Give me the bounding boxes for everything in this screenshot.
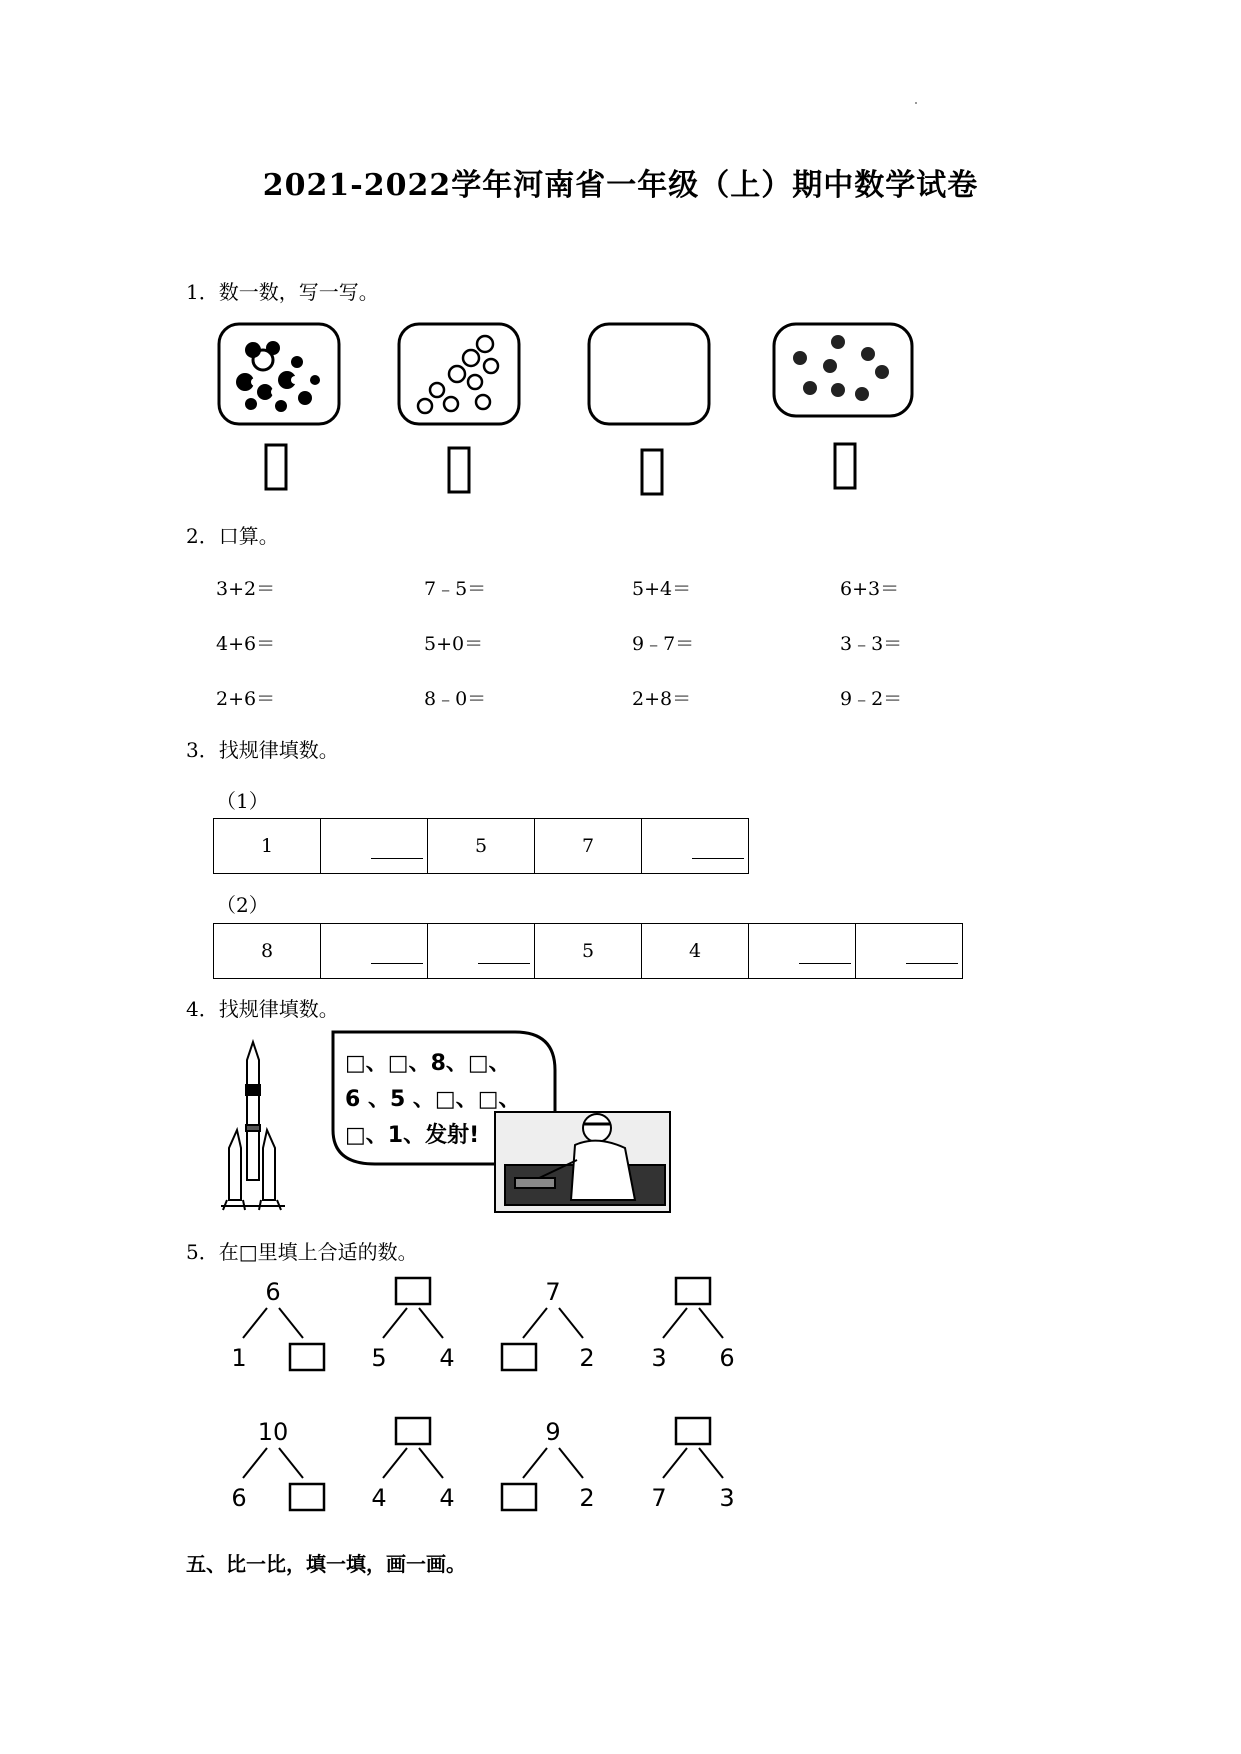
number-tree bbox=[371, 1418, 454, 1512]
tree-top-number: 6 bbox=[265, 1278, 281, 1306]
answer-boxes bbox=[266, 444, 855, 494]
q4-rocket-figure bbox=[215, 1030, 675, 1215]
number-tree bbox=[651, 1418, 734, 1512]
tree-top-number: 7 bbox=[545, 1278, 561, 1306]
tree-left-number: 6 bbox=[231, 1484, 247, 1512]
tree-branch-right bbox=[559, 1448, 583, 1478]
tree-branch-left bbox=[663, 1308, 687, 1338]
fill-blank bbox=[692, 858, 744, 859]
tree-right-number: 4 bbox=[439, 1484, 455, 1512]
exercise: 7﹣5＝ bbox=[424, 578, 487, 600]
tree-branch-left bbox=[383, 1308, 407, 1338]
seq-cell: 5 bbox=[428, 819, 535, 874]
number-tree bbox=[371, 1278, 454, 1372]
exercise: 6+3＝ bbox=[840, 578, 900, 600]
answer-box[interactable] bbox=[676, 1418, 710, 1444]
animal-group-icon bbox=[399, 324, 519, 424]
section-5-heading: 五、比一比，填一填，画一画。 bbox=[186, 1552, 466, 1576]
fill-blank bbox=[371, 963, 423, 964]
tree-right-number: 6 bbox=[719, 1344, 735, 1372]
fill-blank bbox=[478, 963, 530, 964]
tree-right-number: 2 bbox=[579, 1344, 595, 1372]
number-tree bbox=[231, 1418, 324, 1512]
q3-part2-label: （2） bbox=[216, 893, 269, 917]
answer-box[interactable] bbox=[290, 1484, 324, 1510]
tree-branch-right bbox=[559, 1308, 583, 1338]
number-tree bbox=[651, 1278, 734, 1372]
q3-sequence-2 bbox=[213, 923, 963, 979]
ball-group-icon bbox=[774, 324, 912, 416]
rocket-icon bbox=[221, 1042, 285, 1210]
exercise: 8﹣0＝ bbox=[424, 688, 487, 710]
tree-branch-left bbox=[523, 1308, 547, 1338]
tree-branch-left bbox=[523, 1448, 547, 1478]
tree-right-number: 4 bbox=[439, 1344, 455, 1372]
q5-number-trees bbox=[215, 1270, 835, 1530]
seq-cell: 1 bbox=[214, 819, 321, 874]
page-title: 2021-2022学年河南省一年级（上）期中数学试卷 bbox=[262, 168, 979, 203]
q3-sequence-1 bbox=[213, 818, 749, 874]
q3-part1-label: （1） bbox=[216, 789, 269, 813]
exercise: 5+0＝ bbox=[424, 633, 484, 655]
q5-label: 5．在□里填上合适的数。 bbox=[186, 1240, 418, 1264]
tree-branch-left bbox=[663, 1448, 687, 1478]
exercise: 3+2＝ bbox=[216, 578, 276, 600]
seq-blank-cell[interactable] bbox=[428, 924, 535, 979]
exercise: 5+4＝ bbox=[632, 578, 692, 600]
tree-branch-left bbox=[383, 1448, 407, 1478]
q2-label: 2．口算。 bbox=[186, 524, 279, 548]
fill-blank bbox=[371, 858, 423, 859]
seq-blank-cell[interactable] bbox=[642, 819, 749, 874]
exercise: 9﹣2＝ bbox=[840, 688, 903, 710]
fill-blank bbox=[906, 963, 958, 964]
tree-branch-left bbox=[243, 1448, 267, 1478]
seq-blank-cell[interactable] bbox=[321, 924, 428, 979]
exercise: 9﹣7＝ bbox=[632, 633, 695, 655]
answer-box[interactable] bbox=[502, 1484, 536, 1510]
tree-branch-left bbox=[243, 1308, 267, 1338]
number-tree bbox=[231, 1278, 324, 1372]
tree-right-number: 2 bbox=[579, 1484, 595, 1512]
bubble-line-1: □、□、8、□、 bbox=[345, 1051, 511, 1076]
exercise: 4+6＝ bbox=[216, 633, 276, 655]
fill-blank bbox=[799, 963, 851, 964]
seq-cell: 7 bbox=[535, 819, 642, 874]
tree-left-number: 4 bbox=[371, 1484, 387, 1512]
tree-branch-right bbox=[419, 1448, 443, 1478]
exercise: 2+8＝ bbox=[632, 688, 692, 710]
tree-left-number: 3 bbox=[651, 1344, 667, 1372]
bubble-line-2: 6 、5 、□、□、 bbox=[345, 1087, 521, 1112]
answer-box[interactable] bbox=[502, 1344, 536, 1370]
bubble-line-3: □、1、发射! bbox=[345, 1123, 480, 1148]
tree-right-number: 3 bbox=[719, 1484, 735, 1512]
answer-box[interactable] bbox=[290, 1344, 324, 1370]
q3-label: 3．找规律填数。 bbox=[186, 738, 339, 762]
exercise: 2+6＝ bbox=[216, 688, 276, 710]
answer-box[interactable] bbox=[396, 1278, 430, 1304]
seq-cell: 5 bbox=[535, 924, 642, 979]
tree-branch-right bbox=[699, 1448, 723, 1478]
panda-group-icon bbox=[219, 324, 339, 424]
seq-blank-cell[interactable] bbox=[749, 924, 856, 979]
seq-cell: 4 bbox=[642, 924, 749, 979]
seq-blank-cell[interactable] bbox=[321, 819, 428, 874]
q1-label: 1．数一数，写一写。 bbox=[186, 280, 379, 304]
tree-branch-right bbox=[279, 1308, 303, 1338]
tree-branch-right bbox=[699, 1308, 723, 1338]
tree-left-number: 1 bbox=[231, 1344, 247, 1372]
answer-box[interactable] bbox=[396, 1418, 430, 1444]
number-tree bbox=[502, 1418, 595, 1512]
scientist-icon bbox=[495, 1112, 670, 1212]
empty-box-icon bbox=[589, 324, 709, 424]
page-speck bbox=[915, 102, 917, 104]
tree-top-number: 9 bbox=[545, 1418, 561, 1446]
tree-branch-right bbox=[419, 1308, 443, 1338]
q1-counting-figure bbox=[215, 320, 915, 500]
number-tree bbox=[502, 1278, 595, 1372]
tree-left-number: 5 bbox=[371, 1344, 387, 1372]
tree-left-number: 7 bbox=[651, 1484, 667, 1512]
seq-cell: 8 bbox=[214, 924, 321, 979]
q4-label: 4．找规律填数。 bbox=[186, 997, 339, 1021]
answer-box[interactable] bbox=[676, 1278, 710, 1304]
seq-blank-cell[interactable] bbox=[856, 924, 963, 979]
tree-branch-right bbox=[279, 1448, 303, 1478]
exercise: 3﹣3＝ bbox=[840, 633, 903, 655]
tree-top-number: 10 bbox=[257, 1418, 289, 1446]
